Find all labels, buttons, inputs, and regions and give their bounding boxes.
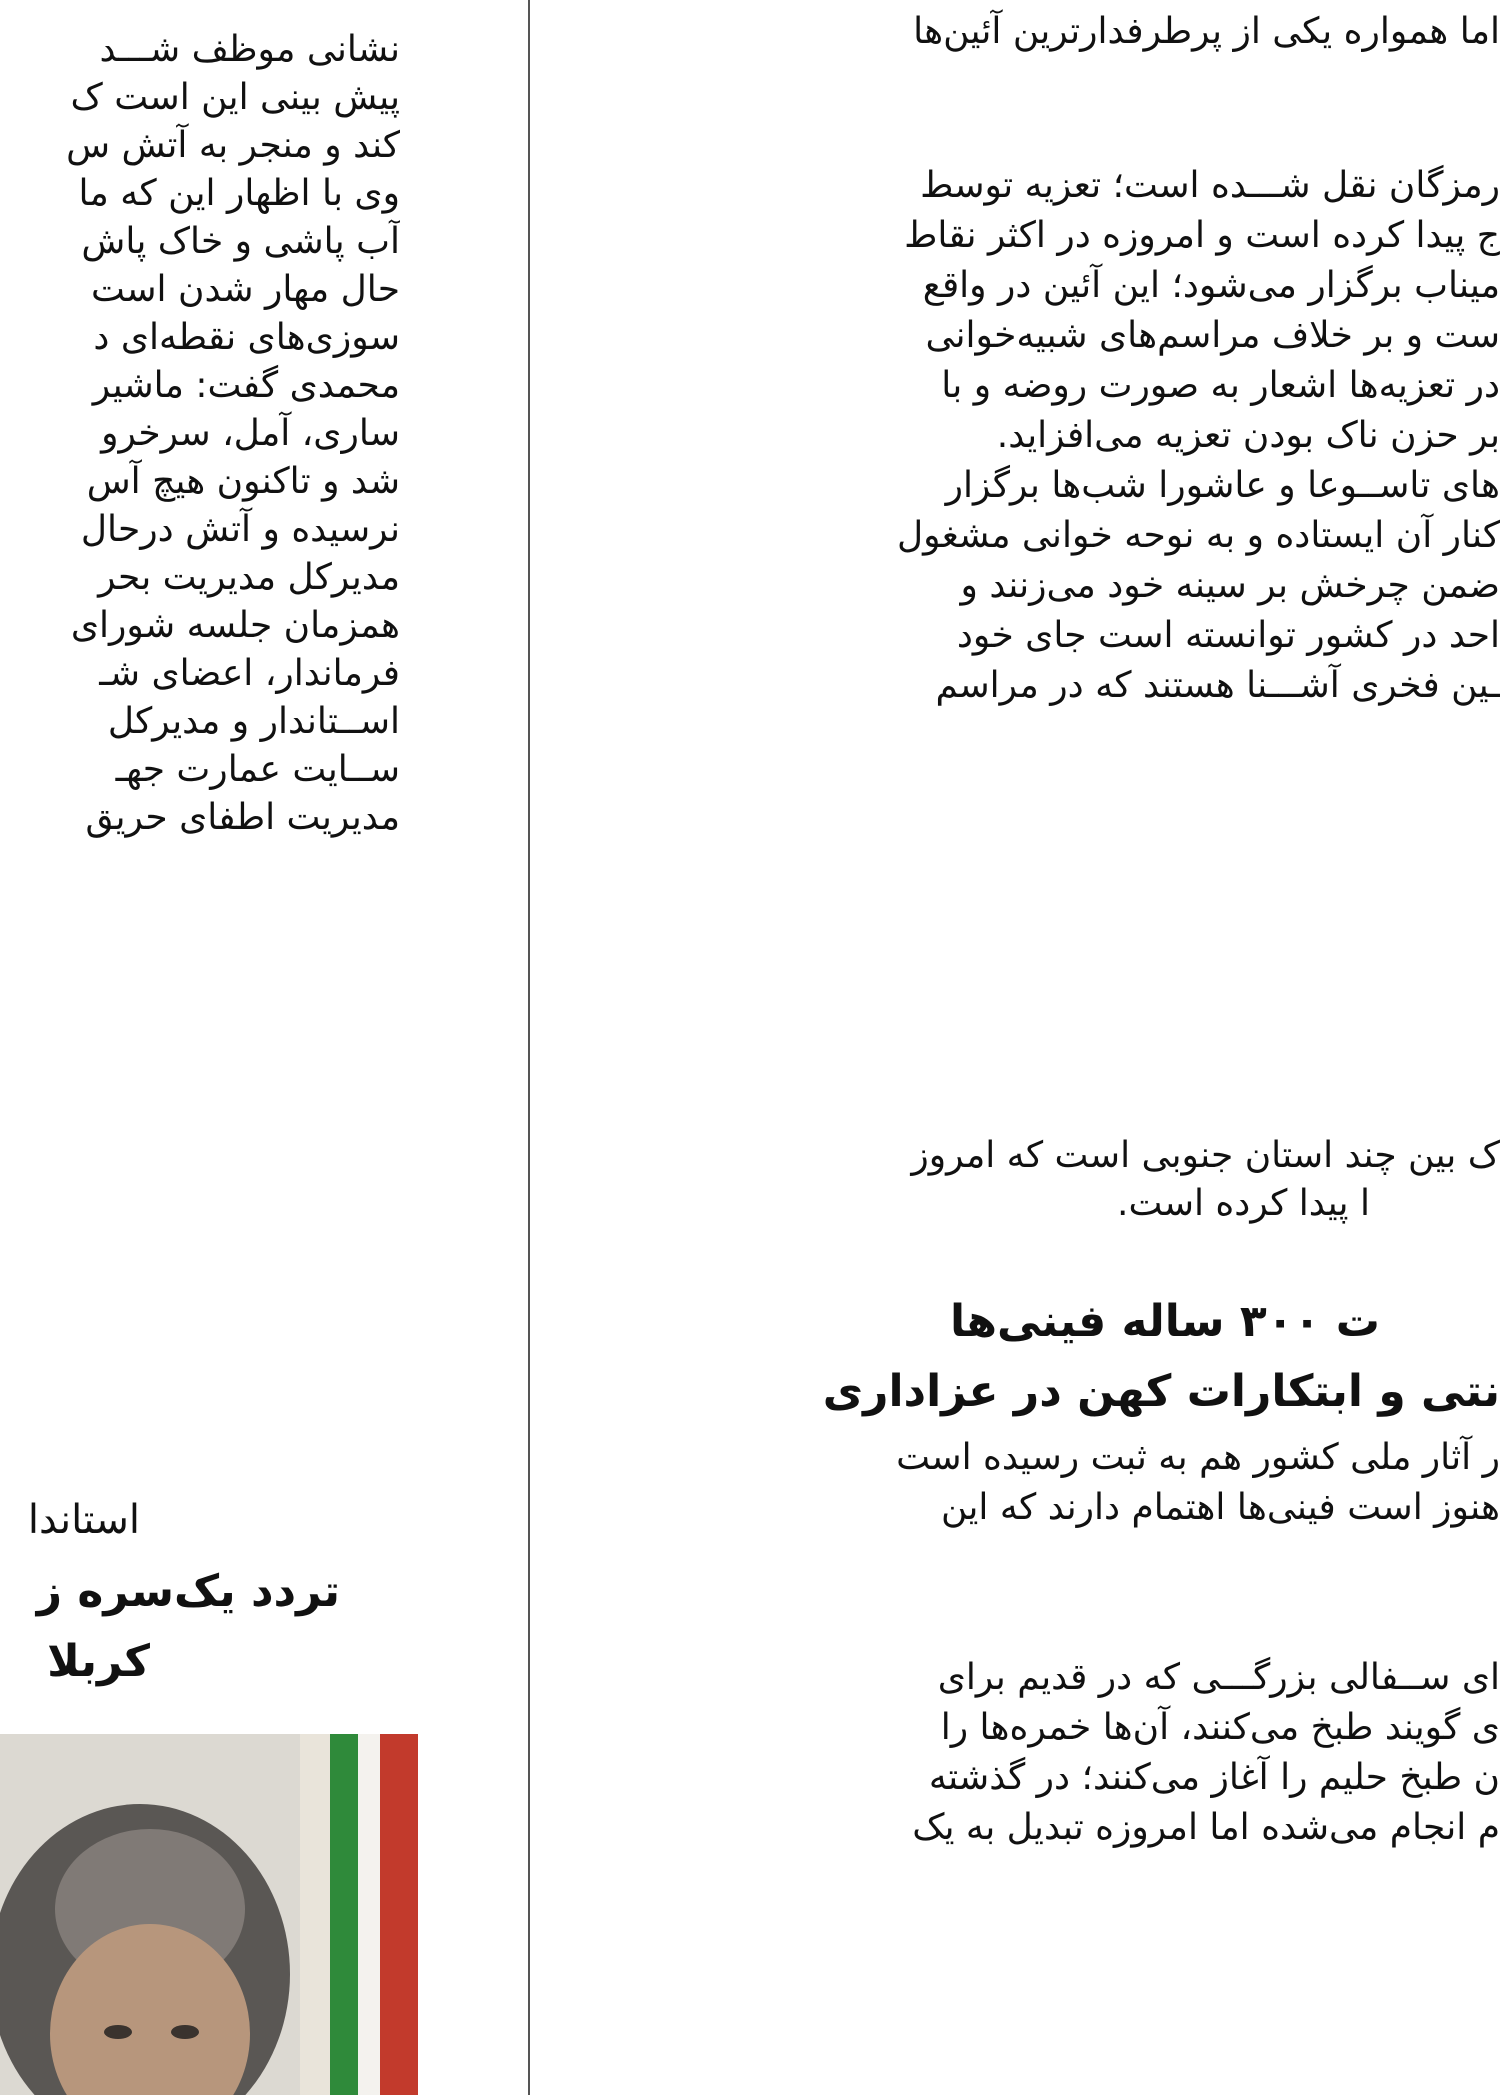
left-text-line: ســایت عمارت جهـ [115,749,400,790]
section-headline: نتی و ابتکارات کهن در عزاداری [822,1366,1500,1417]
right-text-line: ست و بر خلاف مراسم‌های شبیه‌خوانی [925,315,1500,356]
left-text-line: محمدی گفت: ماشیر [92,365,400,406]
right-text-line: م انجام می‌شده اما امروزه تبدیل به یک [912,1807,1500,1848]
left-text-line: آب پاشی و خاک پاش [81,221,400,262]
left-text-line: شد و تاکنون هیچ آس [86,461,400,502]
right-text-line: ی گویند طبخ می‌کنند، آن‌ها خمره‌ها را [940,1707,1500,1748]
portrait-image [0,1734,418,2095]
left-text-line: سوزی‌های نقطه‌ای د [93,317,400,358]
flag-stripe-green [330,1734,358,2095]
story-kicker: استاندا [27,1497,140,1543]
news-photo [0,1734,418,2095]
right-text-line: کنار آن ایستاده و به نوحه خوانی مشغول [896,515,1500,556]
right-text-line: ای ســفالی بزرگـــی که در قدیم برای [937,1657,1500,1698]
right-text-line: اما همواره یکی از پرطرفدارترین آئین‌ها [913,11,1500,52]
left-text-line: پیش بینی این است ک [70,77,400,118]
left-text-line: اســتاندار و مدیرکل [107,701,400,742]
left-text-line: کند و منجر به آتش س [66,125,400,166]
column-divider [528,0,530,2095]
right-text-line: ـین فخری آشـــنا هستند که در مراسم [935,665,1500,706]
right-text-line: هنوز است فینی‌ها اهتمام دارند که این [940,1487,1500,1528]
left-text-line: مدیرکل مدیریت بحر [98,557,400,598]
right-text-line: میناب برگزار می‌شود؛ این آئین در واقع [922,265,1500,306]
left-text-line: حال مهار شدن است [91,269,400,310]
right-text-line: ضمن چرخش بر سینه خود می‌زنند و [960,565,1500,606]
left-text-line: وی با اظهار این که ما [78,173,400,214]
right-text-line: ا پیدا کرده است. [1117,1183,1370,1224]
section-headline: ت ۳۰۰ ساله فینی‌ها [949,1296,1380,1347]
left-text-line: فرماندار، اعضای شـ [99,653,400,694]
right-text-line: های تاســوعا و عاشورا شب‌ها برگزار [945,465,1500,506]
right-text-line: ن طبخ حلیم را آغاز می‌کنند؛ در گذشته [928,1757,1500,1798]
right-text-line: در تعزیه‌ها اشعار به صورت روضه و با [941,365,1500,406]
right-text-line: رمزگان نقل شـــده است؛ تعزیه توسط [920,165,1500,206]
right-text-line: ک بین چند استان جنوبی است که امروز [911,1135,1500,1176]
flag-stripe-red [380,1734,418,2095]
right-text-line: ر آثار ملی کشور هم به ثبت رسیده است [896,1437,1500,1478]
right-text-line: احد در کشور توانسته است جای خود [956,615,1500,656]
flag-stripe-white [358,1734,380,2095]
left-text-line: ساری، آمل، سرخرو [101,413,400,454]
left-text-line: نرسیده و آتش درحال [80,509,400,550]
left-text-line: نشانی موظف شـــد [99,29,400,70]
right-text-line: ج پیدا کرده است و امروزه در اکثر نقاط [904,215,1500,256]
left-text-line: مدیریت اطفای حریق [85,797,400,838]
story-headline: تردد یک‌سره ز [36,1566,340,1617]
left-text-line: همزمان جلسه شورای [70,605,400,646]
right-text-line: بر حزن ناک بودن تعزیه می‌افزاید. [996,415,1500,456]
story-headline: کربلا [47,1636,150,1687]
right-column [752,0,1500,2095]
